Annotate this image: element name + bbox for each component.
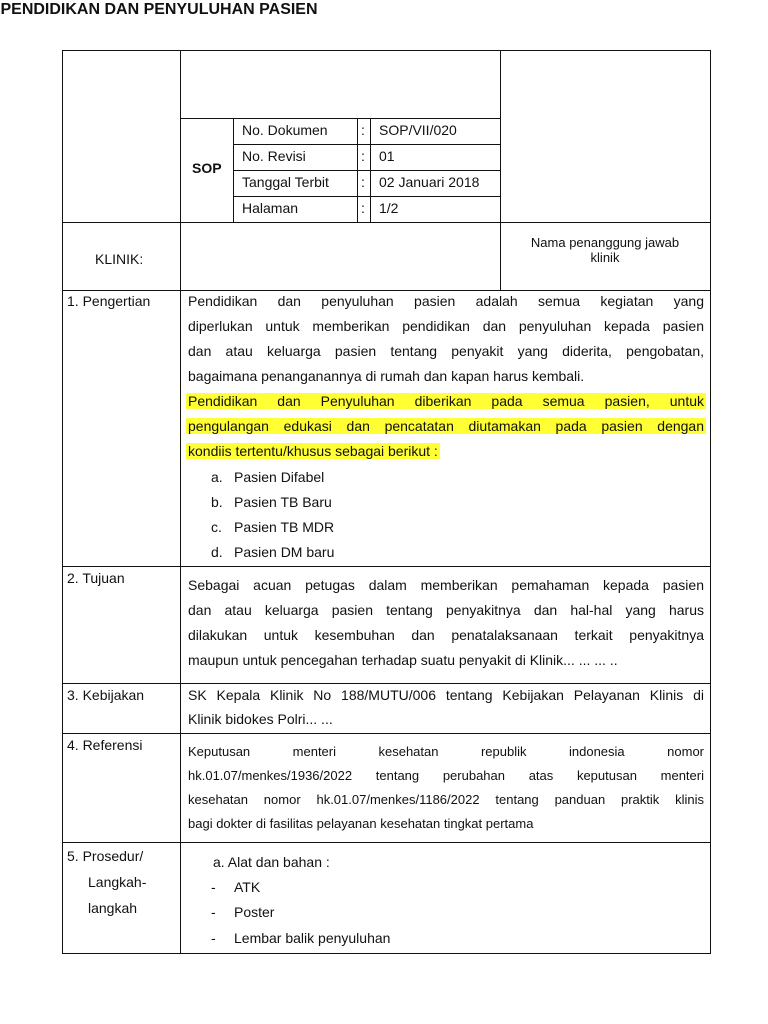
text-line: Sebagai acuan petugas dalam memberikan pemahaman kepada pasien <box>188 577 704 593</box>
meta-colon: : <box>361 122 365 138</box>
text-line: dan atau keluarga pasien tentang penyakit yang diderita, pengobatan, <box>188 343 704 359</box>
meta-colon: : <box>361 200 365 216</box>
meta-value: SOP/VII/020 <box>379 122 457 138</box>
list-text: Poster <box>234 904 275 920</box>
text-line: diperlukan untuk memberikan pendidikan dan penyuluhan kepada pasien <box>188 318 704 334</box>
text-line: Keputusan menteri kesehatan republik indonesia nomor <box>188 744 704 759</box>
meta-value: 02 Januari 2018 <box>379 174 480 190</box>
label-line: langkah <box>88 900 138 916</box>
meta-colon: : <box>361 148 365 164</box>
text-line: bagaimana penanganannya di rumah dan kapan harus kembali. <box>188 368 585 384</box>
text-line: dilakukan untuk kesembuhan dan penatalaksanaan terkait penyakitnya <box>188 627 704 643</box>
text-line: maupun untuk pencegahan terhadap suatu penyakit di Klinik... ... ... .. <box>188 652 618 668</box>
klinik-label: KLINIK: <box>95 251 144 267</box>
list-text: Lembar balik penyuluhan <box>234 930 391 946</box>
penanggung-jawab-line2: klinik <box>590 250 620 265</box>
list-text: Pasien TB Baru <box>234 494 332 510</box>
list-text: Pasien TB MDR <box>234 519 335 535</box>
text-line: dan atau keluarga pasien tentang penyakitnya dan hal-hal yang harus <box>188 602 704 618</box>
meta-value: 01 <box>379 148 395 164</box>
section-label-pengertian: 1. Pengertian <box>67 293 151 309</box>
text-line: Klinik bidokes Polri... ... <box>188 711 333 727</box>
highlighted-line: kondiis tertentu/khusus sebagai berikut : <box>188 443 438 459</box>
list-marker: d. <box>211 544 223 560</box>
label-line: Langkah- <box>88 874 147 890</box>
label-line: 5. Prosedur/ <box>67 848 144 864</box>
text-line: SK Kepala Klinik No 188/MUTU/006 tentang Kebijakan Pelayanan Klinis di <box>188 687 704 703</box>
highlighted-line: Pendidikan dan Penyuluhan diberikan pada semua pasien, untuk <box>188 393 704 409</box>
list-text: Pasien Difabel <box>234 469 325 485</box>
list-marker: - <box>211 879 216 895</box>
prosedur-heading: a. Alat dan bahan : <box>213 854 330 870</box>
highlighted-line: pengulangan edukasi dan pencatatan diutamakan pada pasien dengan <box>188 418 704 434</box>
section-label-referensi: 4. Referensi <box>67 737 143 753</box>
meta-colon: : <box>361 174 365 190</box>
list-marker: - <box>211 930 216 946</box>
meta-value: 1/2 <box>379 200 399 216</box>
section-label-kebijakan: 3. Kebijakan <box>67 687 145 703</box>
list-text: ATK <box>234 879 261 895</box>
sop-label: SOP <box>192 160 222 176</box>
list-marker: b. <box>211 494 223 510</box>
section-label-tujuan: 2. Tujuan <box>67 570 125 586</box>
penanggung-jawab-line1: Nama penanggung jawab <box>530 235 680 250</box>
text-line: kesehatan nomor hk.01.07/menkes/1186/2022 tentang panduan praktik klinis <box>188 792 704 807</box>
list-text: Pasien DM baru <box>234 544 335 560</box>
meta-label: Tanggal Terbit <box>242 174 329 190</box>
meta-label: No. Dokumen <box>242 122 328 138</box>
list-marker: a. <box>211 469 223 485</box>
document-title: PENDIDIKAN DAN PENYULUHAN PASIEN <box>0 1 318 18</box>
meta-label: No. Revisi <box>242 148 306 164</box>
list-marker: c. <box>211 519 222 535</box>
text-line: bagi dokter di fasilitas pelayanan kesehatan tingkat pertama <box>188 816 534 831</box>
list-marker: - <box>211 904 216 920</box>
meta-label: Halaman <box>242 200 299 216</box>
text-line: hk.01.07/menkes/1936/2022 tentang perubahan atas keputusan menteri <box>188 768 704 783</box>
text-line: Pendidikan dan penyuluhan pasien adalah semua kegiatan yang <box>188 293 704 309</box>
